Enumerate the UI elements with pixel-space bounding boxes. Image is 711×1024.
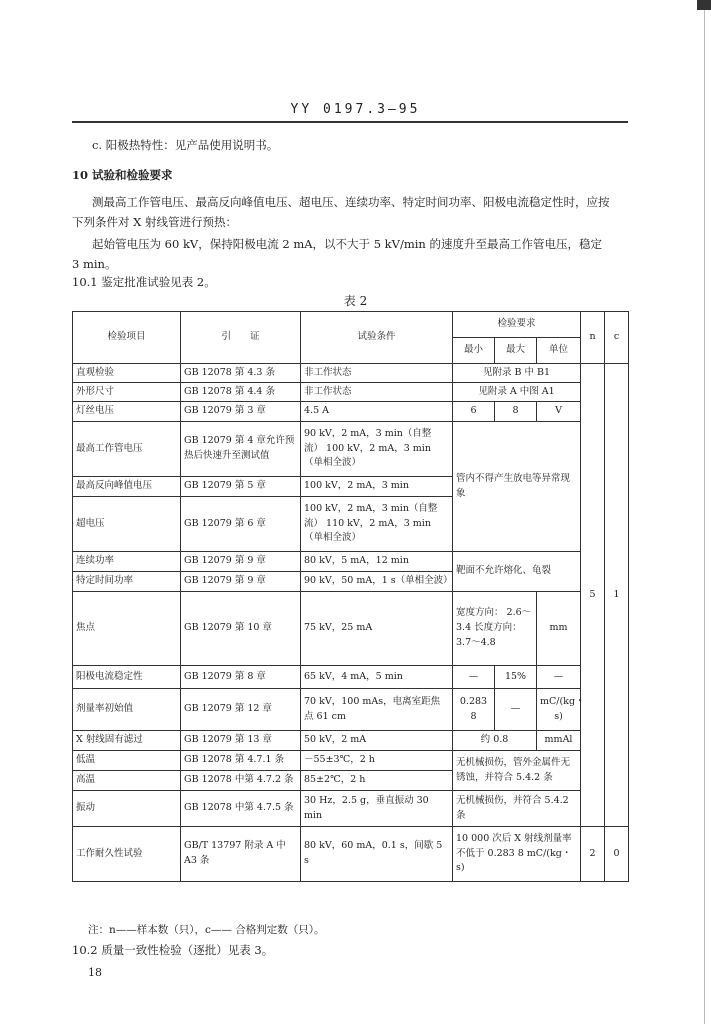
cell-ref: GB 12079 第 12 章 [181,689,301,731]
table-row [73,592,629,666]
cell-ref: GB 12079 第 6 章 [181,497,301,552]
cell-item: 振动 [73,791,181,827]
cell-ref: GB 12079 第 13 章 [181,731,301,751]
header-c: c [605,312,629,364]
cell-ref: GB 12079 第 5 章 [181,477,301,497]
cell-ref: GB 12078 中第 4.7.2 条 [181,771,301,791]
cell-cond: 70 kV，100 mAs，电离室距焦点 61 cm [301,689,453,731]
cell-ref: GB 12079 第 10 章 [181,592,301,666]
header-item: 检验项目 [73,312,181,364]
cell-cond: 85±2℃，2 h [301,771,453,791]
cell-cond: 75 kV，25 mA [301,592,453,666]
section-10-para1b: 下列条件对 X 射线管进行预热： [72,215,237,229]
cell-req: 无机械损伤，管外金属件无锈蚀，并符合 5.4.2 条 [453,751,581,791]
cell-item: 剂量率初始值 [73,689,181,731]
header-req: 检验要求 [453,312,581,338]
cell-ref: GB 12079 第 9 章 [181,552,301,572]
table-row [73,731,629,751]
cell-n: 2 [581,827,605,882]
cell-ref: GB 12078 中第 4.7.5 条 [181,791,301,827]
section-10-title: 10 试验和检验要求 [72,168,173,182]
cell-cond: －55±3℃，2 h [301,751,453,771]
cell-ref: GB 12079 第 4 章允许预热后快速升至测试值 [181,422,301,477]
cell-c: 0 [605,827,629,882]
cell-item: 灯丝电压 [73,402,181,422]
table-caption: 表 2 [343,294,368,308]
header-cond: 试验条件 [301,312,453,364]
table-row [73,402,629,422]
cell-req: 靶面不允许熔化、龟裂 [453,552,581,592]
table-row [73,422,629,477]
cell-item: 工作耐久性试验 [73,827,181,882]
table-note: 注：n——样本数（只），c—— 合格判定数（只）。 [88,924,325,936]
cell-ref: GB 12078 第 4.7.1 条 [181,751,301,771]
cell-ref: GB/T 13797 附录 A 中 A3 条 [181,827,301,882]
cell-req: 无机械损伤，并符合 5.4.2 条 [453,791,581,827]
cell-item: 外形尺寸 [73,383,181,402]
item-c: c. 阳极热特性：见产品使用说明书。 [92,138,279,152]
cell-min: 0.283 8 [453,689,495,731]
cell-item: X 射线固有滤过 [73,731,181,751]
cell-unit: mm [537,592,581,666]
scan-corner-mark [697,0,711,10]
cell-item: 直观检验 [73,364,181,383]
cell-cond: 非工作状态 [301,364,453,383]
cell-cond: 30 Hz，2.5 g，垂直振动 30 min [301,791,453,827]
header-max: 最大 [495,338,537,364]
cell-unit: — [537,666,581,689]
cell-req: 管内不得产生放电等异常现象 [453,422,581,552]
cell-ref: GB 12078 第 4.4 条 [181,383,301,402]
cell-ref: GB 12079 第 9 章 [181,572,301,592]
cell-cond: 50 kV，2 mA [301,731,453,751]
page-number: 18 [88,966,102,979]
header-rule [72,121,628,123]
section-10-para2b: 3 min。 [72,257,117,271]
cell-item: 连续功率 [73,552,181,572]
cell-cond: 100 kV，2 mA，3 min（自整流） 110 kV，2 mA，3 min（单相全波） [301,497,453,552]
cell-item: 特定时间功率 [73,572,181,592]
table-row [73,689,629,731]
cell-item: 高温 [73,771,181,791]
cell-ref: GB 12079 第 8 章 [181,666,301,689]
cell-cond: 80 kV，60 mA，0.1 s，间歇 5 s [301,827,453,882]
page-header: YY 0197.3—95 [290,102,421,117]
cell-c-group: 1 [605,364,629,827]
cell-n-group: 5 [581,364,605,827]
section-10-para1a: 测最高工作管电压、最高反向峰值电压、超电压、连续功率、特定时间功率、阳极电流稳定性时，应按 [92,195,610,209]
cell-max: — [495,689,537,731]
section-10-1: 10.1 鉴定批准试验见表 2。 [72,275,216,289]
table-row [73,751,629,771]
cell-req: 约 0.8 [453,731,537,751]
cell-cond: 4.5 A [301,402,453,422]
header-ref: 引 证 [181,312,301,364]
cell-req: 宽度方向： 2.6～3.4 长度方向： 3.7～4.8 [453,592,537,666]
cell-item: 焦点 [73,592,181,666]
cell-max: 15% [495,666,537,689]
cell-cond: 65 kV，4 mA，5 min [301,666,453,689]
cell-cond: 100 kV，2 mA，3 min [301,477,453,497]
cell-req: 10 000 次后 X 射线剂量率不低于 0.283 8 mC/(kg・s) [453,827,581,882]
cell-cond: 80 kV，5 mA，12 min [301,552,453,572]
cell-cond: 非工作状态 [301,383,453,402]
cell-cond: 90 kV，2 mA，3 min（自整流） 100 kV，2 mA，3 min（单相全波） [301,422,453,477]
section-10-2: 10.2 质量一致性检验（逐批）见表 3。 [72,943,274,957]
cell-max: 8 [495,402,537,422]
cell-min: — [453,666,495,689]
header-n: n [581,312,605,364]
table-row [73,383,629,402]
cell-unit: V [537,402,581,422]
cell-item: 阳极电流稳定性 [73,666,181,689]
inspection-table [72,311,629,882]
cell-ref: GB 12078 第 4.3 条 [181,364,301,383]
header-min: 最小 [453,338,495,364]
table-row [73,666,629,689]
cell-item: 超电压 [73,497,181,552]
section-10-para2a: 起始管电压为 60 kV，保持阳极电流 2 mA，以不大于 5 kV/min 的速度升至最高工作管电压，稳定 [92,237,602,251]
cell-ref: GB 12079 第 3 章 [181,402,301,422]
table-row [73,827,629,882]
scan-edge-line [704,0,705,1024]
cell-item: 低温 [73,751,181,771]
cell-unit: mC/(kg・s) [537,689,581,731]
cell-req: 见附录 B 中 B1 [453,364,581,383]
table-row [73,364,629,383]
table-row [73,791,629,827]
cell-item: 最高反向峰值电压 [73,477,181,497]
cell-item: 最高工作管电压 [73,422,181,477]
cell-unit: mmAl [537,731,581,751]
cell-req: 见附录 A 中图 A1 [453,383,581,402]
table-row [73,552,629,572]
header-unit: 单位 [537,338,581,364]
cell-cond: 90 kV，50 mA，1 s（单相全波） [301,572,453,592]
cell-min: 6 [453,402,495,422]
